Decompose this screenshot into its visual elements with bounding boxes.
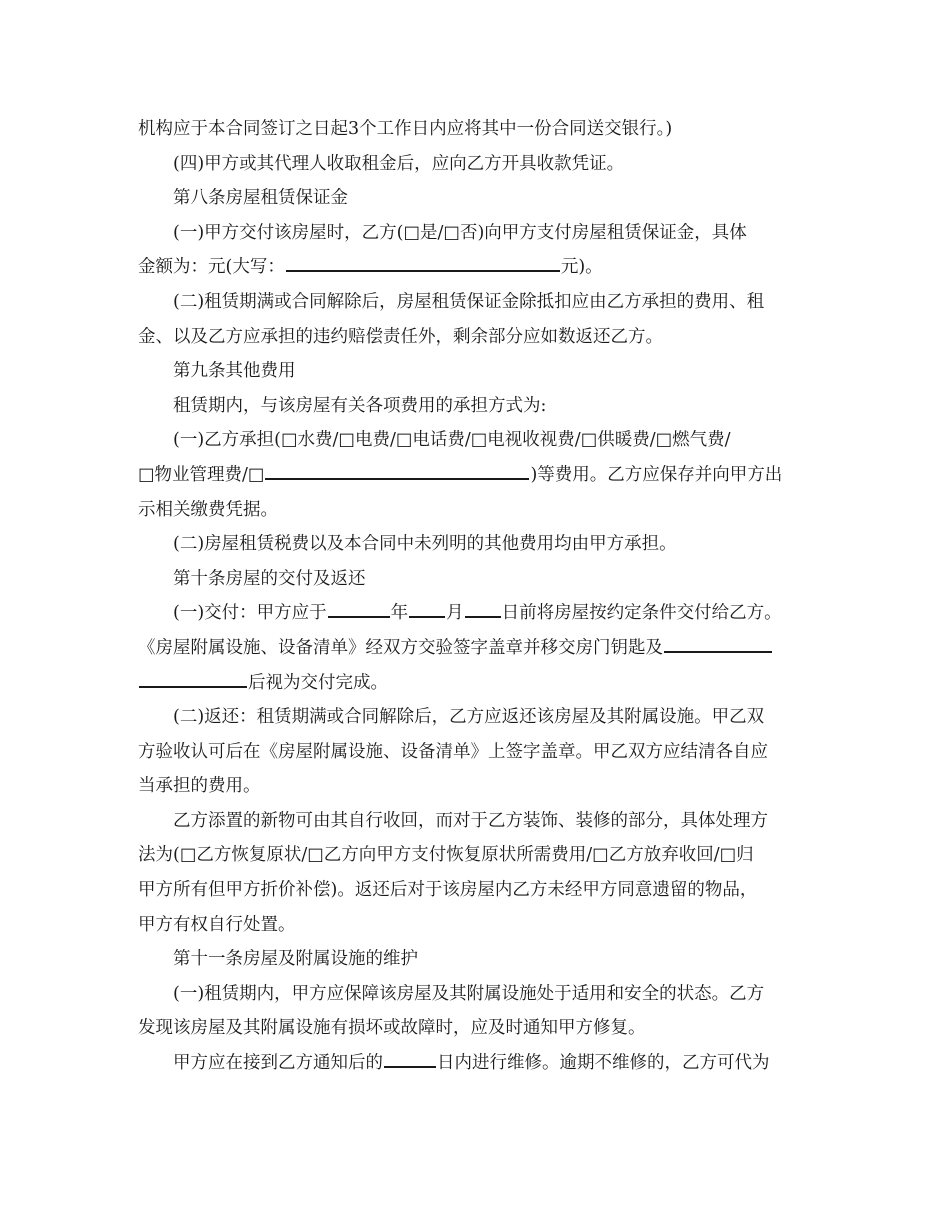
clause-7-item-4: (四)甲方或其代理人收取租金后，应向乙方开具收款凭证。 [173, 153, 625, 174]
delivery-year-blank[interactable] [328, 598, 390, 618]
article-10-item-1-line-1 [138, 596, 818, 631]
handover-items-blank-1[interactable] [664, 633, 772, 653]
deposit-amount-blank[interactable] [286, 252, 560, 272]
delivery-label: (一)交付：甲方应于 [173, 603, 327, 624]
article-8-item-2-line-1: (二)租赁期满或合同解除后，房屋租赁保证金除抵扣应由乙方承担的费用、租 [173, 291, 765, 312]
repair-label: 甲方应在接到乙方通知后的 [173, 1053, 383, 1074]
article-8-heading: 第八条房屋租赁保证金 [173, 188, 348, 209]
article-10-item-2-line-3: 当承担的费用。 [138, 776, 261, 797]
article-8-item-2-line-2: 金、以及乙方应承担的违约赔偿责任外，剩余部分应如数返还乙方。 [138, 326, 663, 347]
article-8-item-1 [138, 216, 818, 285]
delivery-day-blank[interactable] [465, 598, 501, 618]
article-9-item-1 [138, 423, 818, 527]
delivery-month-blank[interactable] [409, 598, 445, 618]
article-10-additions-line-1: 乙方添置的新物可由其自行收回，而对于乙方装饰、装修的部分，具体处理方 [173, 810, 768, 831]
article-11-heading: 第十一条房屋及附属设施的维护 [173, 949, 418, 970]
article-10-additions [138, 804, 818, 942]
handover-items-blank-2[interactable] [139, 667, 247, 687]
article-11-item-1-line-1: (一)租赁期内，甲方应保障该房屋及其附属设施处于适用和安全的状态。乙方 [173, 983, 765, 1004]
deposit-amount-label: 金额为：元(大写： [138, 257, 285, 278]
article-9-intro: 租赁期内，与该房屋有关各项费用的承担方式为: [173, 395, 547, 416]
article-8-item-2 [138, 285, 818, 354]
repair-days-blank[interactable] [384, 1048, 436, 1068]
article-11-item-1 [138, 977, 818, 1046]
article-8-item-1-line-2 [138, 250, 818, 285]
article-11-item-1-line-2: 发现该房屋及其附属设施有损坏或故障时，应及时通知甲方修复。 [138, 1018, 646, 1039]
article-8-item-1-line-1: (一)甲方交付该房屋时，乙方(□是/□否)向甲方支付房屋租赁保证金，具体 [173, 222, 747, 243]
article-11-repair [138, 1046, 818, 1081]
repair-suffix: 日内进行维修。逾期不维修的，乙方可代为 [437, 1053, 770, 1074]
year-label: 年 [390, 603, 409, 624]
deposit-amount-suffix: 元)。 [560, 257, 603, 278]
fee-other-label: □物业管理费/□ [138, 464, 265, 485]
fee-other-suffix: )等费用。乙方应保存并向甲方出 [530, 464, 783, 485]
delivery-complete-text: 后视为交付完成。 [248, 672, 388, 693]
article-10-item-2-line-2: 方验收认可后在《房屋附属设施、设备清单》上签字盖章。甲乙双方应结清各自应 [138, 741, 768, 762]
fee-other-blank[interactable] [265, 460, 529, 480]
article-10-additions-line-2: 法为(□乙方恢复原状/□乙方向甲方支付恢复原状所需费用/□乙方放弃收回/□归 [138, 845, 754, 866]
article-9-item-1-line-2 [138, 458, 818, 493]
article-10-additions-line-3: 甲方所有但甲方折价补偿)。返还后对于该房屋内乙方未经甲方同意遗留的物品， [138, 880, 758, 901]
article-9-item-2: (二)房屋租赁税费以及本合同中未列明的其他费用均由甲方承担。 [173, 534, 677, 555]
article-10-item-2 [138, 700, 818, 804]
article-10-heading: 第十条房屋的交付及返还 [173, 568, 366, 589]
month-label: 月 [446, 603, 464, 624]
document-body [138, 112, 818, 1081]
article-9-item-1-line-1: (一)乙方承担(□水费/□电费/□电话费/□电视收视费/□供暖费/□燃气费/ [173, 430, 731, 451]
article-10-item-1 [138, 596, 818, 700]
article-10-item-1-line-2 [138, 631, 818, 666]
article-10-item-2-line-1: (二)返还：租赁期满或合同解除后，乙方应返还该房屋及其附属设施。甲乙双 [173, 707, 765, 728]
paragraph-continuation: 机构应于本合同签订之日起3个工作日内应将其中一份合同送交银行。) [138, 119, 673, 139]
article-10-item-1-line-3 [138, 666, 818, 701]
article-9-heading: 第九条其他费用 [173, 361, 296, 382]
delivery-suffix: 日前将房屋按约定条件交付给乙方。 [501, 603, 782, 624]
article-10-additions-line-4: 甲方有权自行处置。 [138, 914, 296, 935]
checklist-text: 《房屋附属设施、设备清单》经双方交验签字盖章并移交房门钥匙及 [138, 637, 663, 658]
article-9-item-1-line-3: 示相关缴费凭据。 [138, 499, 278, 520]
